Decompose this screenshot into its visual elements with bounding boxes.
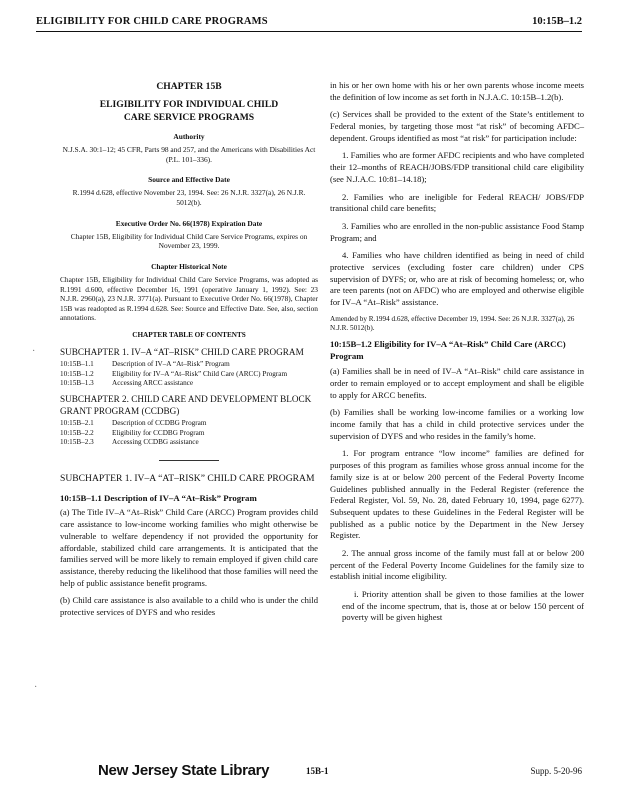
section-title: 10:15B–1.1 Description of IV–A “At–Risk” Program [60, 492, 257, 503]
subchapter-heading: SUBCHAPTER 1. IV–A “AT–RISK” CHILD CARE PROGRAM [60, 472, 315, 484]
toc-entry-number: 10:15B–2.1 [60, 419, 94, 428]
page-number: 15B-1 [306, 766, 329, 776]
chapter-number: CHAPTER 15B [156, 81, 222, 92]
toc-entry-number: 10:15B–1.3 [60, 379, 94, 388]
section-divider [159, 460, 219, 461]
toc-entry [60, 438, 318, 447]
toc-entry-text: Accessing ARCC assistance [112, 379, 194, 388]
toc-entry [60, 419, 318, 428]
header-section-number: 10:15B–1.2 [532, 16, 582, 27]
history-text: Chapter 15B, Eligibility for Individual Child Care Service Programs, was adopted as R.1991 d.600, effective December 16, 1991 (operative January 1, 1992). See: 23 N.J.R. 2960(a), 23 N.J.R. 3771(a). Pursuant to Executive Order No. 66(1978), Chapter 15B was readopted as R.1994 d.628. See: Source and Effective Date. See, also, section annotations. [60, 274, 318, 323]
supplement-date: Supp. 5-20-96 [530, 766, 582, 776]
paragraph: (b) Child care assistance is also available to a child who is under the child protective services of DYFS and who resides [60, 595, 318, 617]
header-title: ELIGIBILITY FOR CHILD CARE PROGRAMS [36, 16, 268, 27]
toc-entry [60, 379, 318, 388]
left-column [60, 80, 318, 625]
toc-entry-number: 10:15B–1.2 [60, 369, 94, 378]
amendment-note: Amended by R.1994 d.628, effective December 19, 1994. See: 26 N.J.R. 3327(a), 26 N.J.R. 5012(b). [330, 314, 575, 333]
list-item: 1. For program entrance “low income” families are defined for purposes of this program as families whose gross annual income for the family size is at or below 200 percent of the Federal Poverty Income Guidelines published annually in the Federal Register (reference the Federal Register, Vol. 59, No. 28, dated February 10, 1994, page 6277). Subsequent updates to these Guidelines in the Federal Register will be published as a public notice by the Department in the New Jersey Register. [330, 448, 584, 541]
exec-order-text: Chapter 15B, Eligibility for Individual Child Care Service Programs, expires on November 23, 1999. [70, 231, 308, 251]
toc-subchapter-2: SUBCHAPTER 2. CHILD CARE AND DEVELOPMENT BLOCK GRANT PROGRAM (CCDBG) [60, 394, 312, 416]
running-header [36, 14, 582, 36]
chapter-title-line: CARE SERVICE PROGRAMS [123, 111, 255, 123]
toc-entry-text: Accessing CCDBG assistance [112, 438, 199, 447]
toc-entry-number: 10:15B–2.3 [60, 438, 94, 447]
paragraph: (b) Families shall be working low-income families or a working low income family that has a child in child protective services under the supervision of DYFS and who resides in the family’s home. [330, 407, 584, 441]
toc-entry-number: 10:15B–2.2 [60, 428, 94, 437]
chapter-title-line: ELIGIBILITY FOR INDIVIDUAL CHILD [99, 99, 279, 111]
authority-text: N.J.S.A. 30:1–12; 45 CFR, Parts 98 and 257, and the Americans with Disabilities Act (P.L. 101–336). [62, 145, 316, 164]
source-text: R.1994 d.628, effective November 23, 1994. See: 26 N.J.R. 3327(a), 26 N.J.R. 5012(b). [72, 188, 306, 207]
history-heading: Chapter Historical Note [151, 261, 227, 271]
list-item: 1. Families who are former AFDC recipients and who have completed their 12–months of REACH/JOBS/FDP transitional child care eligibility (see N.J.A.C. 10:81–14.18); [330, 150, 584, 184]
section-title: 10:15B–1.2 Eligibility for IV–A “At–Risk” Child Care (ARCC) Program [330, 339, 566, 362]
library-stamp: New Jersey State Library [98, 762, 270, 779]
list-item: 4. Families who have children identified as being in need of child protective services (excluding foster care children) under CPS supervision of DYFS; or, who are at risk of becoming homeless; or, who are teen parents (not on AFDC) who are employed and otherwise eligible for IV–A “At–Risk” assistance. [330, 250, 584, 307]
toc-entry-text: Description of CCDBG Program [112, 419, 207, 428]
toc-entry [60, 360, 318, 369]
authority-heading: Authority [173, 131, 205, 141]
paragraph: (c) Services shall be provided to the extent of the State’s entitlement to Federal monies, by targeting those most “at risk” of becoming AFDC–dependent. Groups identified as most “at risk” for participation include: [330, 109, 584, 143]
page-footer [0, 760, 618, 790]
right-column [330, 80, 584, 630]
list-item: 2. The annual gross income of the family must fall at or below 200 percent of the Federal Poverty Income Guidelines for the family size to establish initial income eligibility. [330, 547, 584, 582]
source-heading: Source and Effective Date [148, 175, 230, 185]
list-item: i. Priority attention shall be given to those families at the lower end of the income spectrum, that is, those at or below 150 percent of poverty will be given highest [342, 589, 584, 623]
paragraph: (a) Families shall be in need of IV–A “At–Risk” child care assistance in order to remain employed or to accept employment and shall be eligible to apply for ARCC benefits. [330, 366, 584, 400]
toc-title: CHAPTER TABLE OF CONTENTS [132, 331, 246, 340]
chapter-title [60, 99, 318, 124]
toc-entry [60, 370, 318, 379]
toc-entry-number: 10:15B–1.1 [60, 360, 94, 369]
header-rule [36, 31, 582, 32]
exec-order-heading: Executive Order No. 66(1978) Expiration Date [115, 218, 263, 228]
toc-subchapter-1: SUBCHAPTER 1. IV–A “AT–RISK” CHILD CARE PROGRAM [60, 346, 304, 357]
toc-entry [60, 429, 318, 438]
paragraph: (a) The Title IV–A “At–Risk” Child Care (ARCC) Program provides child care assistance to low-income working families who might otherwise be vulnerable to welfare dependency if not provided the opportunity for affordable, stabilized child care arrangements. It is anticipated that the families served will be more likely to remain employed if given child care assistance, thereby reducing the likelihood that those families will need the help of public assistance benefit programs. [60, 507, 318, 588]
toc-entry-text: Description of IV–A “At–Risk” Program [112, 360, 230, 369]
list-item: 2. Families who are ineligible for Federal REACH/ JOBS/FDP transitional child care benefits; [330, 191, 584, 214]
paragraph: in his or her own home with his or her own parents whose income meets the definition of low income as set forth in N.J.A.C. 10:15B–1.2(b). [330, 80, 584, 102]
toc-entry-text: Eligibility for IV–A “At–Risk” Child Care (ARCC) Program [112, 369, 288, 378]
margin-mark: · [34, 682, 38, 693]
toc-entry-text: Eligibility for CCDBG Program [112, 428, 205, 437]
list-item: 3. Families who are enrolled in the non-public assistance Food Stamp Program; and [330, 220, 584, 243]
margin-mark: · [32, 346, 36, 357]
